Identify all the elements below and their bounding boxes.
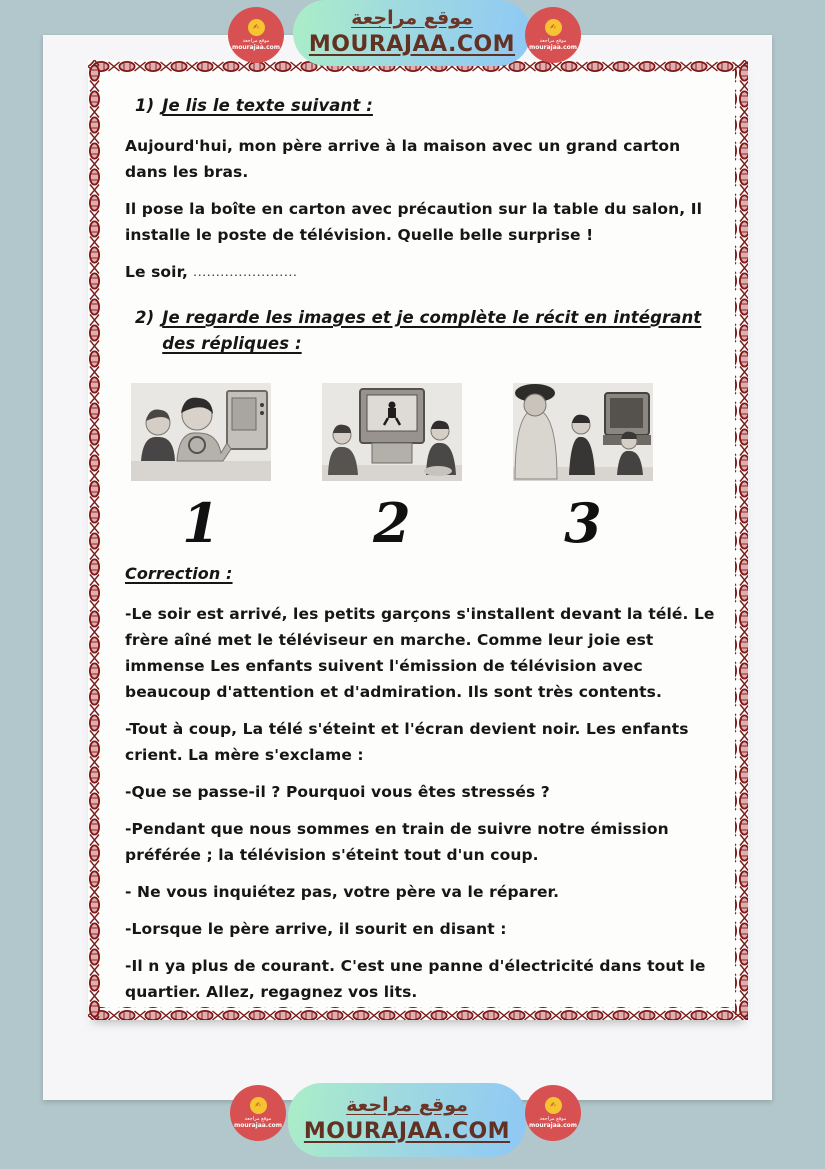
logo-small-domain-label: mourajaa.com	[528, 43, 578, 51]
logo-small-domain-label: mourajaa.com	[231, 43, 281, 51]
image-3-number: 3	[564, 491, 602, 555]
logo-book-icon: ✍	[545, 1097, 562, 1114]
reading-text-paragraph: Il pose la boîte en carton avec précaution sur la table du salon, Il installe le poste de télévision. Quelle belle surprise !	[125, 200, 703, 244]
scanned-worksheet	[88, 60, 748, 1020]
site-name-arabic[interactable]: موقع مراجعة	[351, 6, 473, 29]
site-name-link[interactable]: MOURAJAA.COM	[308, 31, 516, 57]
document-page	[43, 35, 772, 1100]
site-name-arabic[interactable]: موقع مراجعة	[346, 1093, 468, 1116]
reading-text-paragraph: Aujourd'hui, mon père arrive à la maison avec un grand carton dans les bras.	[125, 137, 681, 181]
header-logo-right[interactable]	[525, 7, 581, 63]
correction-paragraph: -Le soir est arrivé, les petits garçons s'installent devant la télé. Le frère aîné met le téléviseur en marche. Comme leur joie est immense Les enfants suivent l'émission de télévision avec beaucoup d'attention et d'admiration. Ils sont très contents.	[125, 605, 715, 701]
correction-heading: Correction :	[125, 564, 233, 583]
incomplete-sentence-text: Le soir,	[125, 263, 189, 281]
logo-small-domain-label: mourajaa.com	[233, 1121, 283, 1129]
image-1-number: 1	[182, 491, 220, 555]
correction-paragraph: -Que se passe-il ? Pourquoi vous êtes stressés ?	[125, 783, 550, 801]
scene-3-illustration	[513, 383, 653, 481]
logo-book-icon: ✍	[545, 19, 562, 36]
correction-paragraph: -Tout à coup, La télé s'éteint et l'écran devient noir. Les enfants crient. La mère s'exclame :	[125, 720, 689, 764]
exercise1-number: 1)	[135, 96, 155, 115]
scene-2-illustration	[322, 383, 462, 481]
story-images-row	[131, 383, 721, 555]
scene-1-illustration	[131, 383, 271, 481]
site-name-link[interactable]: MOURAJAA.COM	[303, 1118, 511, 1144]
correction-paragraph: -Il n ya plus de courant. C'est une panne d'électricité dans tout le quartier. Allez, regagnez vos lits.	[125, 957, 706, 1001]
correction-paragraph: - Ne vous inquiétez pas, votre père va le réparer.	[125, 883, 560, 901]
story-image-1	[131, 383, 271, 555]
logo-small-arabic-label: موقع مراجعة	[244, 1115, 272, 1122]
incomplete-sentence	[125, 259, 721, 287]
correction-paragraph: -Pendant que nous sommes en train de suivre notre émission préférée ; la télévision s'éteint tout d'un coup.	[125, 820, 669, 864]
dotted-blank: .......................	[193, 269, 298, 278]
correction-paragraph: -Lorsque le père arrive, il sourit en disant :	[125, 920, 507, 938]
footer-site-badge[interactable]	[288, 1083, 526, 1157]
story-image-3	[513, 383, 653, 555]
logo-small-domain-label: mourajaa.com	[528, 1121, 578, 1129]
exercise2-heading	[135, 305, 721, 357]
header-logo-left[interactable]	[228, 7, 284, 63]
footer-logo-left[interactable]	[230, 1085, 286, 1141]
worksheet-content	[101, 73, 735, 1007]
header-site-badge[interactable]	[293, 0, 531, 66]
logo-book-icon: ✍	[248, 19, 265, 36]
logo-small-arabic-label: موقع مراجعة	[539, 1115, 567, 1122]
exercise2-title: Je regarde les images et je complète le récit en intégrant des répliques :	[162, 308, 702, 353]
exercise1-heading	[135, 93, 721, 119]
story-image-2	[322, 383, 462, 555]
logo-book-icon: ✍	[250, 1097, 267, 1114]
footer-logo-right[interactable]	[525, 1085, 581, 1141]
exercise1-title: Je lis le texte suivant :	[162, 96, 373, 115]
exercise2-number: 2)	[135, 308, 155, 327]
logo-small-arabic-label: موقع مراجعة	[242, 37, 270, 44]
logo-small-arabic-label: موقع مراجعة	[539, 37, 567, 44]
image-2-number: 2	[373, 491, 411, 555]
